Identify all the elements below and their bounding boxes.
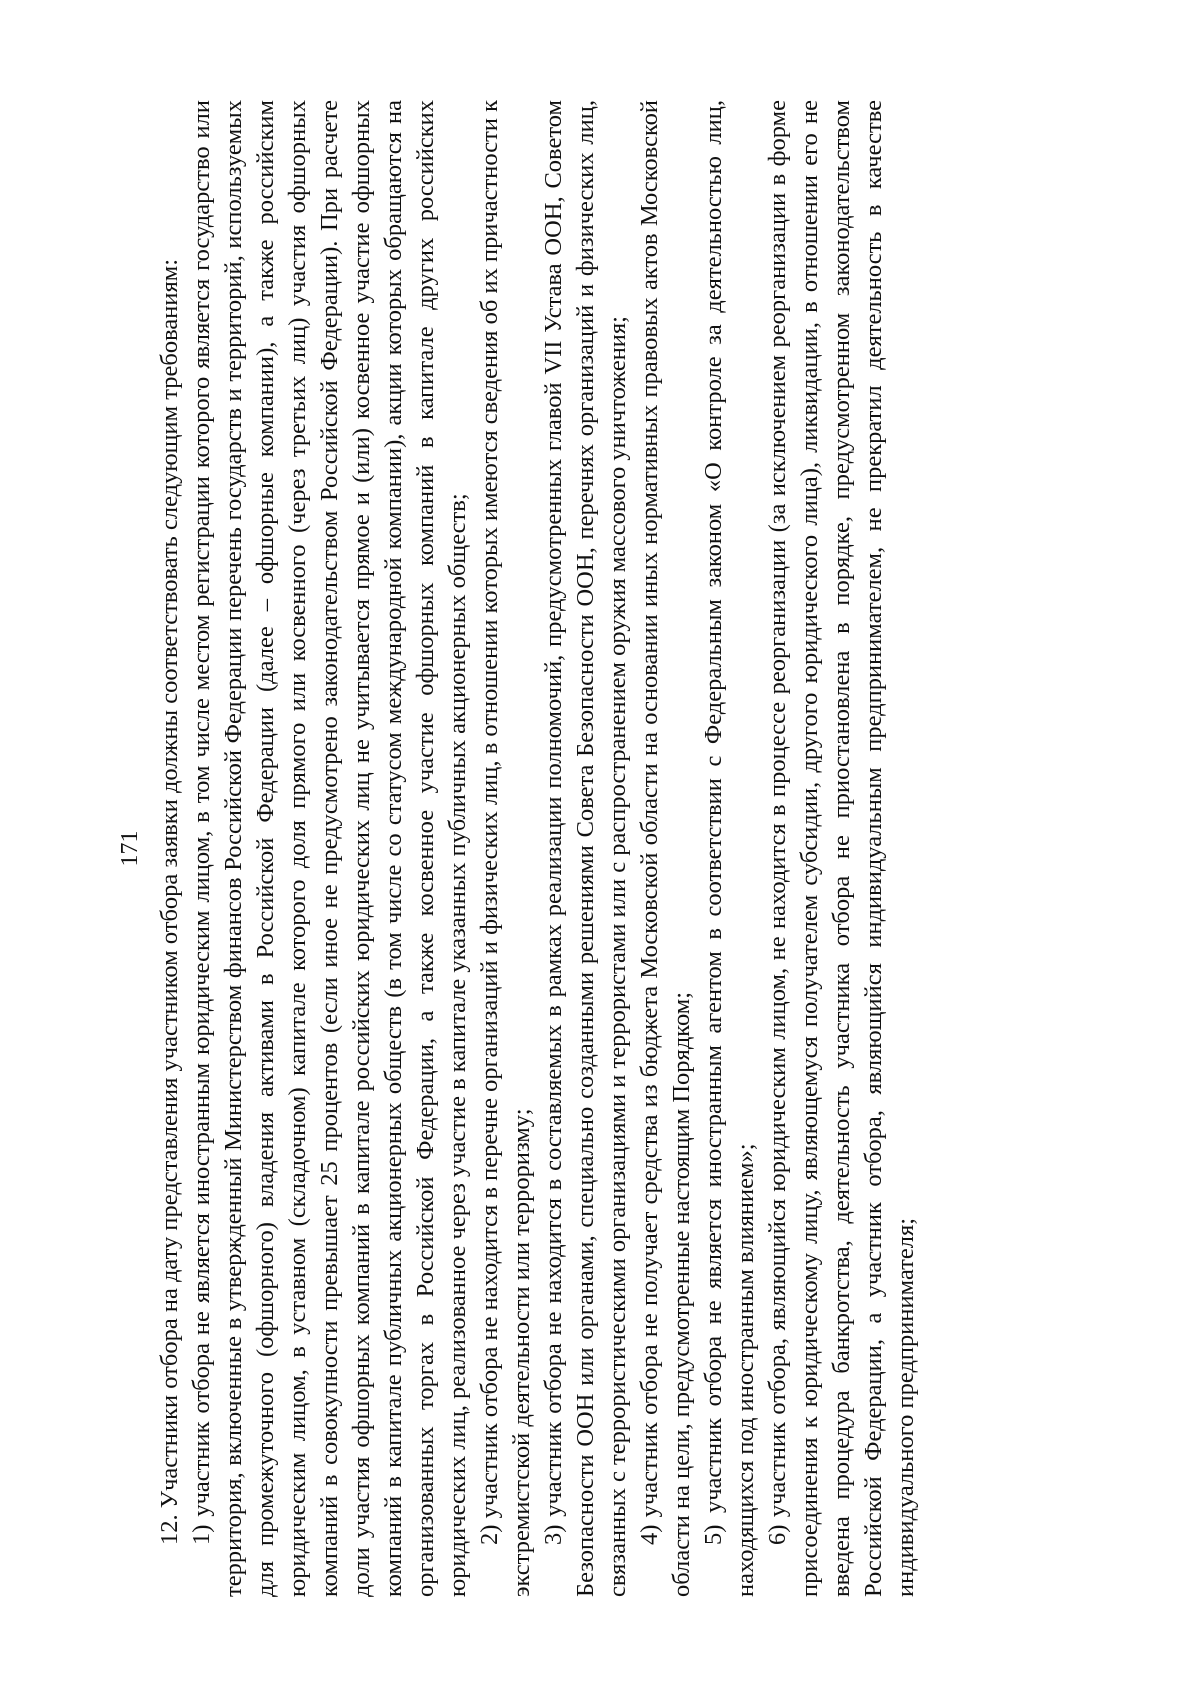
page-content — [100, 100, 1100, 1597]
paragraph-item-3: 3) участник отбора не находится в составляемых в рамках реализации полномочий, предусмотренных главой VII Устава ООН, Советом Безопасности ООН или органами, специально созданными решениями Совета Безопасности ООН, перечнях организаций и физических лиц, связанных с террористическими организациями и террористами или с распространением оружия массового уничтожения; — [540, 100, 631, 1597]
paragraph-item-5: 5) участник отбора не является иностранным агентом в соответствии с Федеральным законом «О контроле за деятельностью лиц, находящихся под иностранным влиянием»; — [700, 100, 759, 1597]
paragraph-item-4: 4) участник отбора не получает средства из бюджета Московской области на основании иных нормативных правовых актов Московской области на цели, предусмотренные настоящим Порядком; — [636, 100, 695, 1597]
paragraph-item-1: 1) участник отбора не является иностранным юридическим лицом, в том числе местом регистрации которого является государство или территория, включенные в утвержденный Министерством финансов Российской Федерации перечень государств и территорий, используемых для промежуточного (офшорного) владения активами в Российской Федерации (далее – офшорные компании), а также российским юридическим лицом, в уставном (складочном) капитале которого доля прямого или косвенного (через третьих лиц) участия офшорных компаний в совокупности превышает 25 процентов (если иное не предусмотрено законодательством Российской Федерации). При расчете доли участия офшорных компаний в капитале российских юридических лиц не учитывается прямое и (или) косвенное участие офшорных компаний в капитале публичных акционерных обществ (в том числе со статусом международной компании), акции которых обращаются на организованных торгах в Российской Федерации, а также косвенное участие офшорных компаний в капитале других российских юридических лиц, реализованное через участие в капитале указанных публичных акционерных обществ; — [188, 100, 471, 1597]
paragraph-item-2: 2) участник отбора не находится в перечне организаций и физических лиц, в отношении которых имеются сведения об их причастности к экстремистской деятельности или терроризму; — [476, 100, 535, 1597]
document-body — [154, 100, 922, 1597]
paragraph-item-6: 6) участник отбора, являющийся юридическим лицом, не находится в процессе реорганизации (за исключением реорганизации в форме присоединения к юридическому лицу, являющемуся получателем субсидии, другого юридического лица), ликвидации, в отношении его не введена процедура банкротства, деятельность участника отбора не приостановлена в порядке, предусмотренном законодательством Российской Федерации, а участник отбора, являющийся индивидуальным предпринимателем, не прекратил деятельность в качестве индивидуального предпринимателя; — [764, 100, 919, 1597]
paragraph-12-intro: 12. Участники отбора на дату представления участником отбора заявки должны соответствовать следующим требованиям: — [156, 258, 183, 1545]
page-number: 171 — [117, 830, 143, 867]
